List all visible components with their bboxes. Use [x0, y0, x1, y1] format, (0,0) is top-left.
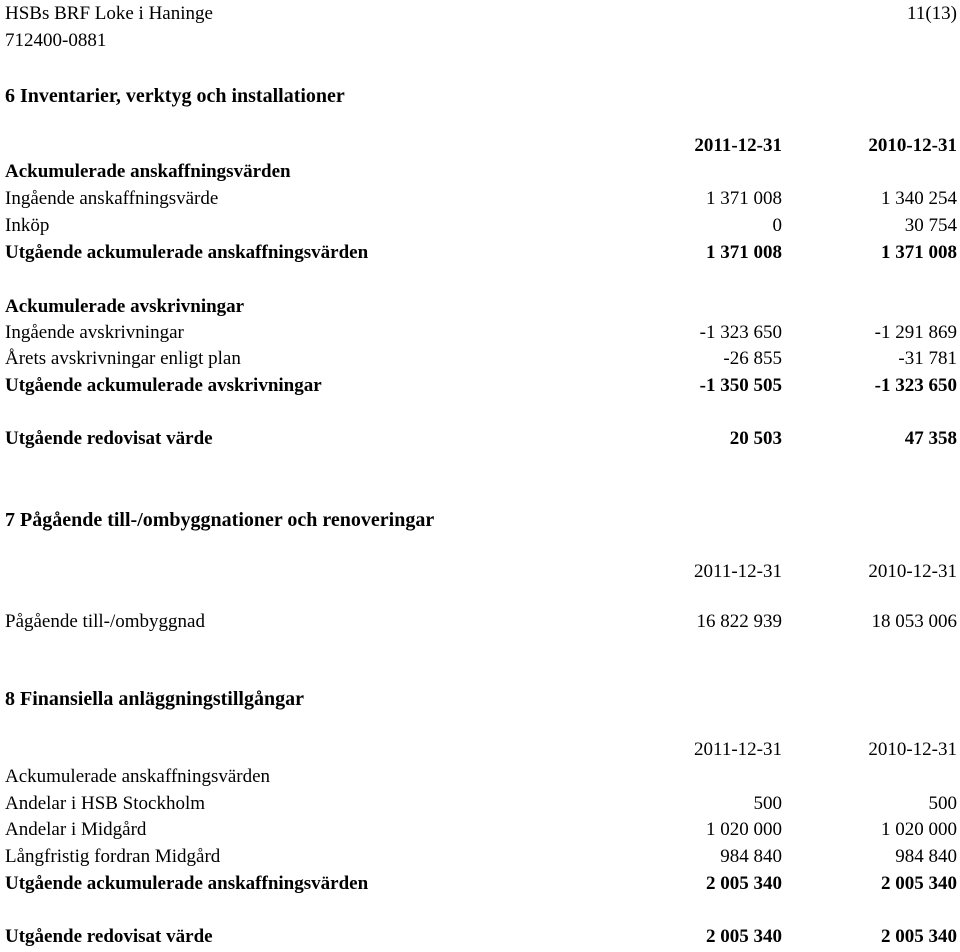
col-2010: 2010-12-31	[868, 135, 957, 156]
col-2010: 2010-12-31	[868, 739, 957, 760]
col-2011: 2011-12-31	[694, 561, 782, 582]
table-row: Ackumulerade avskrivningar	[5, 296, 245, 317]
table-row: Ackumulerade anskaffningsvärden	[5, 766, 271, 787]
table-row: Ingående avskrivningar -1 323 650 -1 291 869	[5, 322, 957, 343]
table-row-total: Utgående redovisat värde 20 503 47 358	[5, 428, 957, 449]
col-2010: 2010-12-31	[868, 561, 957, 582]
table-row-total: Utgående ackumulerade anskaffningsvärden 2 005 340 2 005 340	[5, 873, 957, 894]
section-6-column-headers	[5, 133, 957, 159]
col-2011: 2011-12-31	[694, 739, 782, 760]
table-row: Årets avskrivningar enligt plan -26 855 -31 781	[5, 348, 957, 369]
table-row: Andelar i Midgård 1 020 000 1 020 000	[5, 819, 957, 840]
table-row-total: Utgående ackumulerade avskrivningar -1 350 505 -1 323 650	[5, 375, 957, 396]
table-row-total: Utgående redovisat värde 2 005 340 2 005 340	[5, 926, 957, 947]
section-6-title: 6 Inventarier, verktyg och installationer	[5, 85, 345, 107]
org-number: 712400-0881	[5, 30, 107, 51]
org-info	[5, 0, 213, 54]
col-2011: 2011-12-31	[694, 135, 782, 156]
table-row: Långfristig fordran Midgård 984 840 984 840	[5, 846, 957, 867]
table-row-total: Utgående ackumulerade anskaffningsvärden 1 371 008 1 371 008	[5, 242, 957, 263]
table-row: Andelar i HSB Stockholm 500 500	[5, 793, 957, 814]
section-7-title: 7 Pågående till-/ombyggnationer och renoveringar	[5, 509, 435, 531]
page-number: 11(13)	[907, 3, 957, 24]
section-8-column-headers	[5, 737, 957, 763]
org-name: HSBs BRF Loke i Haninge	[5, 3, 213, 24]
section-8-title: 8 Finansiella anläggningstillgångar	[5, 688, 304, 710]
page-header	[5, 0, 957, 54]
table-row: Ackumulerade anskaffningsvärden	[5, 161, 291, 182]
section-7-column-headers	[5, 559, 957, 585]
table-row: Pågående till-/ombyggnad 16 822 939 18 053 006	[5, 611, 957, 632]
table-row: Inköp 0 30 754	[5, 215, 957, 236]
table-row: Ingående anskaffningsvärde 1 371 008 1 340 254	[5, 188, 957, 209]
